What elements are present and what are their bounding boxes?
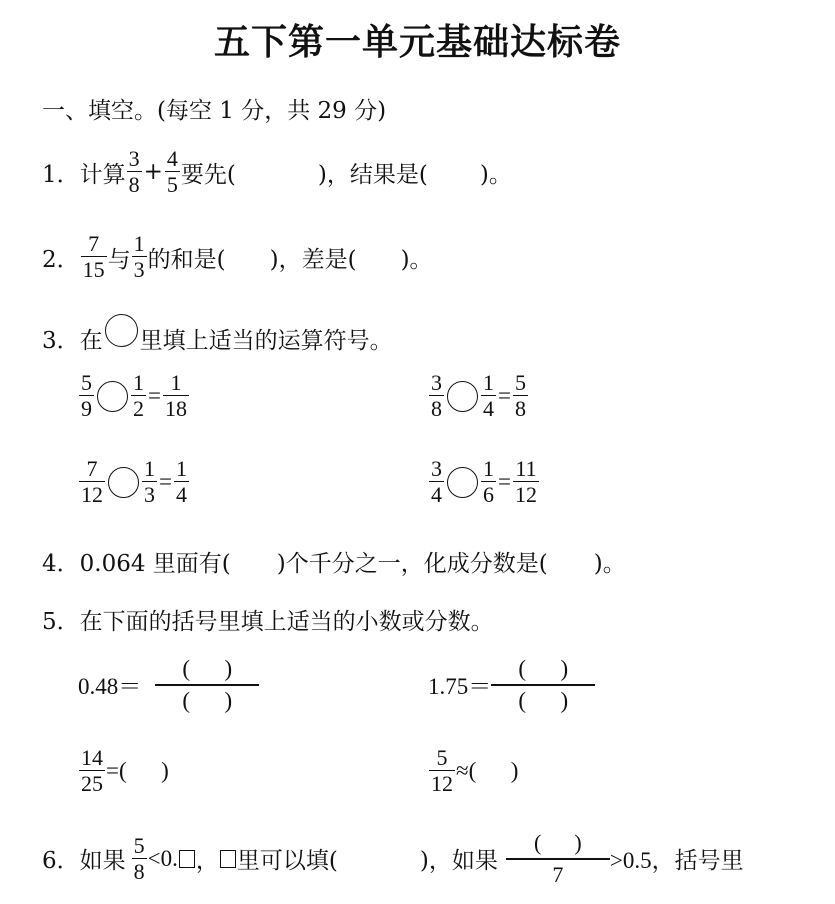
- q3-expression-1: [78, 372, 190, 420]
- q3e2-b: [481, 372, 496, 420]
- question-2: [42, 233, 433, 281]
- q3e2-c-num: 5: [514, 370, 526, 395]
- section-heading-text: 一、填空。(每空 1 分，共 29 分): [42, 98, 387, 124]
- q2-text: 的和是(: [147, 246, 226, 273]
- q6-number: 6．: [42, 848, 80, 875]
- q3e2-operator-circle[interactable]: [447, 381, 478, 412]
- q1-f2-den: 5: [166, 172, 178, 197]
- q5-expression-2: [428, 656, 595, 714]
- q3-number: 3．: [42, 328, 80, 354]
- q4-number: 4．: [42, 551, 80, 577]
- section-heading: [42, 92, 386, 125]
- q6-mid1: ，: [195, 848, 219, 875]
- q5e3-right[interactable]: =( ): [106, 758, 169, 783]
- q5e1-top[interactable]: ( ): [182, 656, 233, 681]
- q2-f1-den: 15: [82, 257, 105, 282]
- q5e2-bottom[interactable]: ( ): [518, 687, 569, 713]
- q3e1-eq: =: [148, 383, 161, 408]
- q3e2-a: [429, 372, 444, 420]
- q3e2-a-num: 3: [431, 370, 442, 395]
- q5e1-bottom[interactable]: ( ): [182, 687, 233, 713]
- q5e3-num: 14: [81, 745, 103, 770]
- q5e3-den: 25: [81, 771, 103, 796]
- q6-fraction: [132, 832, 147, 884]
- q6-lt: <0.: [147, 845, 178, 871]
- q1-number: 1．: [42, 161, 80, 188]
- q6-den: 8: [133, 858, 145, 884]
- q6-top[interactable]: ( ): [534, 830, 582, 855]
- page-title: 五下第一单元基础达标卷: [213, 22, 621, 63]
- q3e3-c-den: 4: [175, 482, 187, 507]
- q5e1-left: 0.48＝: [78, 674, 142, 700]
- q5-expression-1: [78, 656, 259, 714]
- q3e4-b: [481, 458, 496, 506]
- q3e1-c-num: 1: [170, 370, 182, 395]
- q5e2-left: 1.75＝: [428, 674, 492, 700]
- q1-pre: 计算: [79, 161, 126, 188]
- q3e4-eq: =: [498, 469, 511, 494]
- q3e1-a: [79, 372, 94, 420]
- q3e3-operator-circle[interactable]: [108, 467, 139, 498]
- question-4: [42, 545, 626, 578]
- q3e2-b-den: 4: [483, 396, 494, 421]
- q3e3-eq: =: [159, 469, 172, 494]
- q6-box-1[interactable]: [179, 850, 195, 868]
- q3e4-a-num: 3: [431, 456, 442, 481]
- q6-post: >0.5，括号里: [609, 848, 744, 874]
- q2-f2-den: 3: [133, 257, 145, 282]
- q3e3-b: [142, 458, 157, 506]
- q4-text: 0.064 里面有(: [79, 551, 231, 577]
- question-1: [42, 148, 512, 196]
- q5e1-fraction: [155, 656, 259, 714]
- q2-mid: )，差是(: [269, 246, 357, 273]
- q3e4-b-den: 6: [483, 482, 494, 507]
- q1-mid: 要先(: [180, 161, 236, 188]
- q3e3-a-num: 7: [86, 456, 98, 481]
- q3e2-b-num: 1: [483, 370, 494, 395]
- q3e1-c-den: 18: [164, 396, 187, 421]
- q3-pre: 在: [79, 328, 103, 354]
- q5e2-top[interactable]: ( ): [518, 656, 569, 681]
- q3e3-c-num: 1: [175, 456, 187, 481]
- q3e4-c-num: 11: [515, 456, 537, 481]
- q2-f1-num: 7: [88, 231, 100, 256]
- q3e2-c: [513, 372, 528, 420]
- q3e4-c: [513, 458, 539, 506]
- q3e1-b: [131, 372, 146, 420]
- q3-expression-4: [428, 458, 540, 506]
- q5e4-den: 12: [431, 771, 453, 796]
- q3e1-a-num: 5: [81, 370, 92, 395]
- q5-expression-3: [78, 747, 169, 795]
- q3e4-a: [429, 458, 444, 506]
- q3e3-b-num: 1: [144, 456, 155, 481]
- q5e4-fraction: [429, 747, 455, 795]
- q5-expression-4: [428, 747, 518, 795]
- q6-fraction-2: [506, 830, 610, 888]
- q3-expression-2: [428, 372, 529, 420]
- q6-num: 5: [133, 832, 145, 858]
- q3e1-a-den: 9: [81, 396, 92, 421]
- q4-mid: )个千分之一，化成分数是(: [276, 551, 548, 577]
- q1-plus: +: [143, 159, 163, 185]
- q3e4-b-num: 1: [483, 456, 494, 481]
- q3e2-c-den: 8: [514, 396, 526, 421]
- q3e2-eq: =: [498, 383, 511, 408]
- q3e3-a-den: 12: [81, 482, 103, 507]
- q6-mid2: 里可以填(: [236, 848, 338, 875]
- q3-expression-3: [78, 458, 190, 506]
- q1-f1-den: 8: [128, 172, 140, 197]
- q6-box-2: [220, 850, 236, 868]
- q3e1-c: [163, 372, 189, 420]
- q3e1-b-num: 1: [133, 370, 144, 395]
- q2-f2-num: 1: [133, 231, 145, 256]
- q3e2-a-den: 8: [431, 396, 442, 421]
- q3e4-operator-circle[interactable]: [447, 467, 478, 498]
- q3e1-b-den: 2: [133, 396, 144, 421]
- question-3: [42, 322, 393, 355]
- q3e3-b-den: 3: [144, 482, 155, 507]
- circle-symbol: [105, 314, 138, 347]
- q2-end: )。: [400, 246, 433, 273]
- q5e3-fraction: [79, 747, 105, 795]
- q2-yu: 与: [107, 246, 131, 273]
- q6-pre: 如果: [79, 848, 126, 875]
- question-6: [42, 830, 744, 888]
- q1-fraction-2: [165, 148, 180, 196]
- q1-f2-num: 4: [166, 146, 178, 171]
- q3-post: 里填上适当的运算符号。: [139, 328, 393, 354]
- q6-mid3: )，如果: [419, 848, 498, 875]
- q3e4-a-den: 4: [431, 482, 442, 507]
- q5-number: 5．: [42, 609, 80, 635]
- q2-number: 2．: [42, 246, 80, 273]
- q1-fraction-1: [127, 148, 142, 196]
- q5e4-right[interactable]: ≈( ): [456, 758, 519, 783]
- q3e3-a: [79, 458, 105, 506]
- q3e4-c-den: 12: [514, 482, 537, 507]
- q2-fraction-1: [81, 233, 107, 281]
- q6-bottom: 7: [552, 861, 564, 887]
- q5e4-num: 5: [436, 745, 448, 770]
- question-5: [42, 603, 494, 636]
- q4-end: )。: [593, 551, 626, 577]
- q1-end: )。: [479, 161, 512, 188]
- q5e2-fraction: [491, 656, 595, 714]
- q3e3-c: [174, 458, 189, 506]
- q1-f1-num: 3: [128, 146, 140, 171]
- q3e1-operator-circle[interactable]: [97, 381, 128, 412]
- q1-post: )，结果是(: [317, 161, 428, 188]
- q5-text: 在下面的括号里填上适当的小数或分数。: [79, 609, 494, 635]
- q2-fraction-2: [132, 233, 147, 281]
